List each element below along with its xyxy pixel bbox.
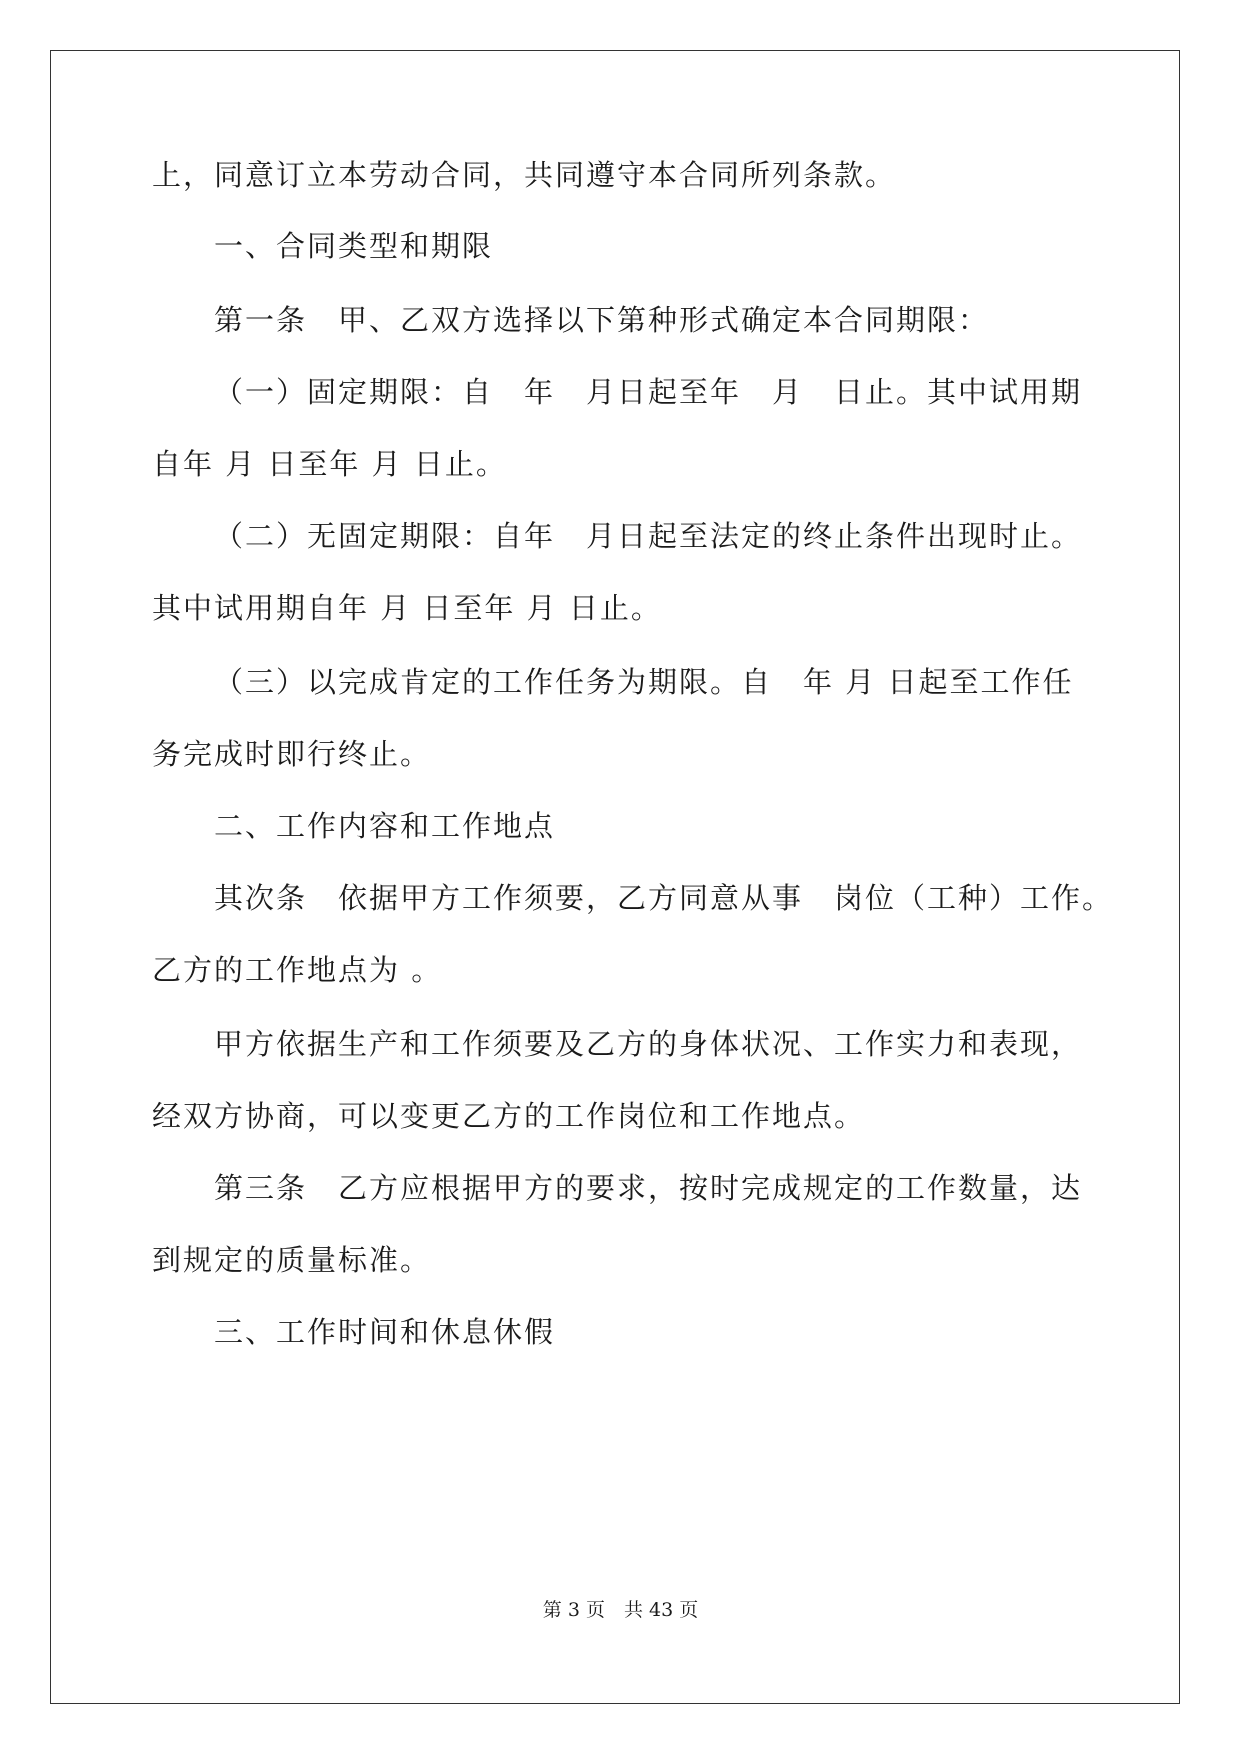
text-line-4: （一）固定期限：自 年 月日起至年 月 日止。其中试用期 <box>214 375 1083 409</box>
section-heading-1: 一、合同类型和期限 <box>214 229 494 263</box>
section-heading-3: 三、工作时间和休息休假 <box>214 1315 556 1349</box>
text-line-13: 甲方依据生产和工作须要及乙方的身体状况、工作实力和表现， <box>214 1027 1083 1061</box>
text-line-3: 第一条 甲、乙双方选择以下第种形式确定本合同期限： <box>214 303 990 337</box>
text-line-14: 经双方协商，可以变更乙方的工作岗位和工作地点。 <box>152 1099 866 1133</box>
text-line-7: 其中试用期自年 月 日至年 月 日止。 <box>152 591 662 625</box>
text-line-5: 自年 月 日至年 月 日止。 <box>152 447 507 481</box>
page-number-footer: 第 3 页 共 43 页 <box>542 1599 699 1621</box>
text-line-9: 务完成时即行终止。 <box>152 737 432 771</box>
page-frame <box>50 50 1180 1704</box>
text-line-1: 上，同意订立本劳动合同，共同遵守本合同所列条款。 <box>152 158 897 192</box>
section-heading-2: 二、工作内容和工作地点 <box>214 809 556 843</box>
text-line-6: （二）无固定期限：自年 月日起至法定的终止条件出现时止。 <box>214 519 1083 553</box>
text-line-8: （三）以完成肯定的工作任务为期限。自 年 月 日起至工作任 <box>214 665 1074 699</box>
text-line-12: 乙方的工作地点为 。 <box>152 953 443 987</box>
text-line-11: 其次条 依据甲方工作须要，乙方同意从事 岗位（工种）工作。 <box>214 881 1114 915</box>
text-line-16: 到规定的质量标准。 <box>152 1243 432 1277</box>
text-line-15: 第三条 乙方应根据甲方的要求，按时完成规定的工作数量，达 <box>214 1171 1083 1205</box>
